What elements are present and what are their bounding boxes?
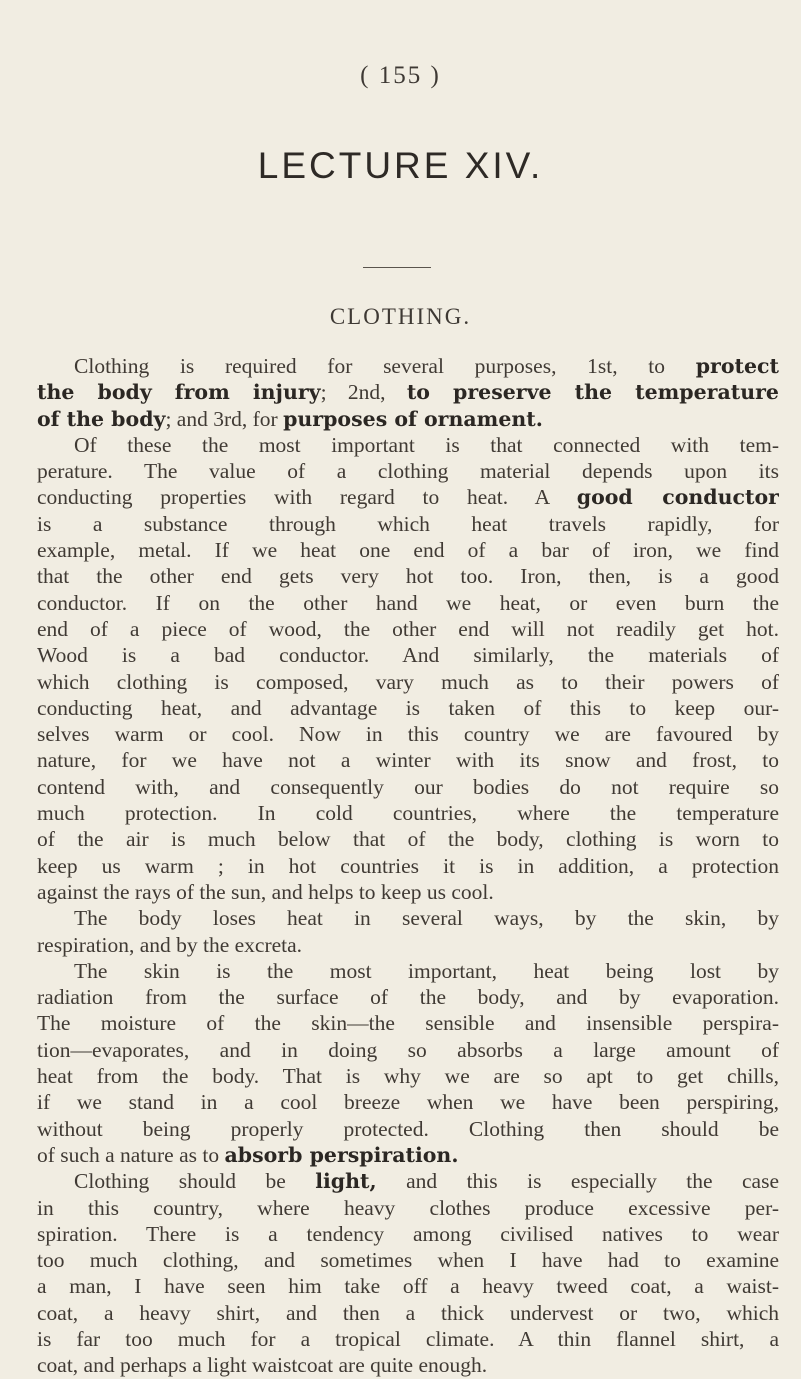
text-line [37, 932, 779, 958]
text-run: too much clothing, and sometimes when I have had to examine [37, 1248, 779, 1273]
text-line [37, 353, 779, 379]
text-run: if we stand in a cool breeze when we have been perspiring, [37, 1090, 779, 1115]
text-run: spiration. There is a tendency among civilised natives to wear [37, 1221, 779, 1246]
text-line [37, 379, 779, 405]
text-run: conducting properties with regard to heat. A [37, 485, 577, 510]
text-run: that the other end gets very hot too. Iron, then, is a good [37, 564, 779, 589]
text-line [37, 484, 779, 510]
text-line [37, 1063, 779, 1089]
emphasis-text: of the body [37, 406, 166, 431]
text-run: contend with, and consequently our bodies do not require so [37, 774, 779, 799]
emphasis-text: light, [315, 1169, 377, 1194]
text-line [37, 695, 779, 721]
text-run: example, metal. If we heat one end of a bar of iron, we find [37, 538, 779, 563]
text-line [37, 1300, 779, 1326]
text-line [37, 590, 779, 616]
page-number: ( 155 ) [360, 62, 441, 89]
text-line [37, 1247, 779, 1273]
text-run: coat, and perhaps a light waistcoat are quite enough. [37, 1353, 488, 1378]
text-run: ; 2nd, [320, 380, 407, 405]
text-line [37, 774, 779, 800]
text-run: Clothing is required for several purposes, 1st, to [74, 354, 696, 378]
text-run: nature, for we have not a winter with its snow and frost, to [37, 748, 779, 773]
text-line [37, 905, 779, 931]
text-line [37, 537, 779, 563]
text-line [37, 1195, 779, 1221]
text-line [37, 853, 779, 879]
text-run: conductor. If on the other hand we heat, or even burn the [37, 590, 779, 615]
text-line [37, 1142, 779, 1168]
text-run: tion—evaporates, and in doing so absorbs a large amount of [37, 1037, 779, 1062]
text-run: The skin is the most important, heat being lost by [74, 958, 779, 983]
emphasis-text: good conductor [576, 485, 779, 510]
text-run: without being properly protected. Clothing then should be [37, 1116, 779, 1141]
text-line [37, 511, 779, 537]
text-line [37, 458, 779, 484]
text-line [37, 958, 779, 984]
lecture-title: LECTURE XIV. [257, 145, 544, 186]
text-line [37, 800, 779, 826]
emphasis-text: absorb perspiration. [224, 1142, 459, 1167]
text-run: ; and 3rd, for [165, 406, 284, 431]
text-run: The body loses heat in several ways, by the skin, by [74, 906, 779, 931]
text-line [37, 1116, 779, 1142]
text-run: is far too much for a tropical climate. A thin flannel shirt, a [37, 1326, 779, 1351]
text-run: which clothing is composed, vary much as to their powers of [37, 669, 779, 694]
emphasis-text: the body from injury [37, 380, 321, 405]
text-run: Clothing should be [74, 1169, 316, 1194]
text-line [37, 1352, 779, 1378]
text-line [37, 1168, 779, 1194]
text-line [37, 826, 779, 852]
text-run: Of these the most important is that connected with tem- [74, 432, 779, 457]
body-text [37, 353, 779, 1379]
emphasis-text: purposes of ornament. [283, 406, 543, 431]
text-run: of such a nature as to [37, 1142, 225, 1167]
text-line [37, 642, 779, 668]
text-run: respiration, and by the excreta. [37, 932, 303, 957]
text-run: The moisture of the skin—the sensible and insensible perspira- [37, 1011, 779, 1036]
text-run: and this is especially the case [376, 1169, 779, 1194]
text-line [37, 879, 779, 905]
text-line [37, 1089, 779, 1115]
text-line [37, 669, 779, 695]
text-run: radiation from the surface of the body, and by evaporation. [37, 985, 779, 1010]
text-run: end of a piece of wood, the other end will not readily get hot. [37, 616, 779, 641]
text-line [37, 616, 779, 642]
section-title: CLOTHING. [329, 304, 472, 329]
text-line [37, 432, 779, 458]
text-run: much protection. In cold countries, where the temperature [37, 801, 779, 826]
text-line [37, 747, 779, 773]
text-line [37, 563, 779, 589]
text-line [37, 984, 779, 1010]
text-run: keep us warm ; in hot countries it is in addition, a protection [37, 853, 779, 878]
text-line [37, 1273, 779, 1299]
text-run: in this country, where heavy clothes produce excessive per- [37, 1195, 779, 1220]
text-run: Wood is a bad conductor. And similarly, the materials of [37, 643, 779, 668]
text-run: a man, I have seen him take off a heavy tweed coat, a waist- [37, 1274, 779, 1299]
text-run: heat from the body. That is why we are so apt to get chills, [37, 1064, 779, 1089]
text-run: of the air is much below that of the body, clothing is worn to [37, 827, 779, 852]
text-line [37, 1037, 779, 1063]
title-divider [363, 267, 431, 268]
text-line [37, 1221, 779, 1247]
text-run: selves warm or cool. Now in this country we are favoured by [37, 722, 779, 747]
text-line [37, 406, 779, 432]
text-line [37, 721, 779, 747]
text-run: perature. The value of a clothing material depends upon its [37, 459, 779, 484]
text-line [37, 1326, 779, 1352]
text-run: is a substance through which heat travels rapidly, for [37, 511, 779, 536]
emphasis-text: protect [695, 354, 779, 378]
text-run: against the rays of the sun, and helps to keep us cool. [37, 879, 494, 904]
text-run: conducting heat, and advantage is taken of this to keep our- [37, 695, 779, 720]
text-line [37, 1010, 779, 1036]
text-run: coat, a heavy shirt, and then a thick undervest or two, which [37, 1300, 779, 1325]
emphasis-text: to preserve the temperature [406, 380, 779, 405]
